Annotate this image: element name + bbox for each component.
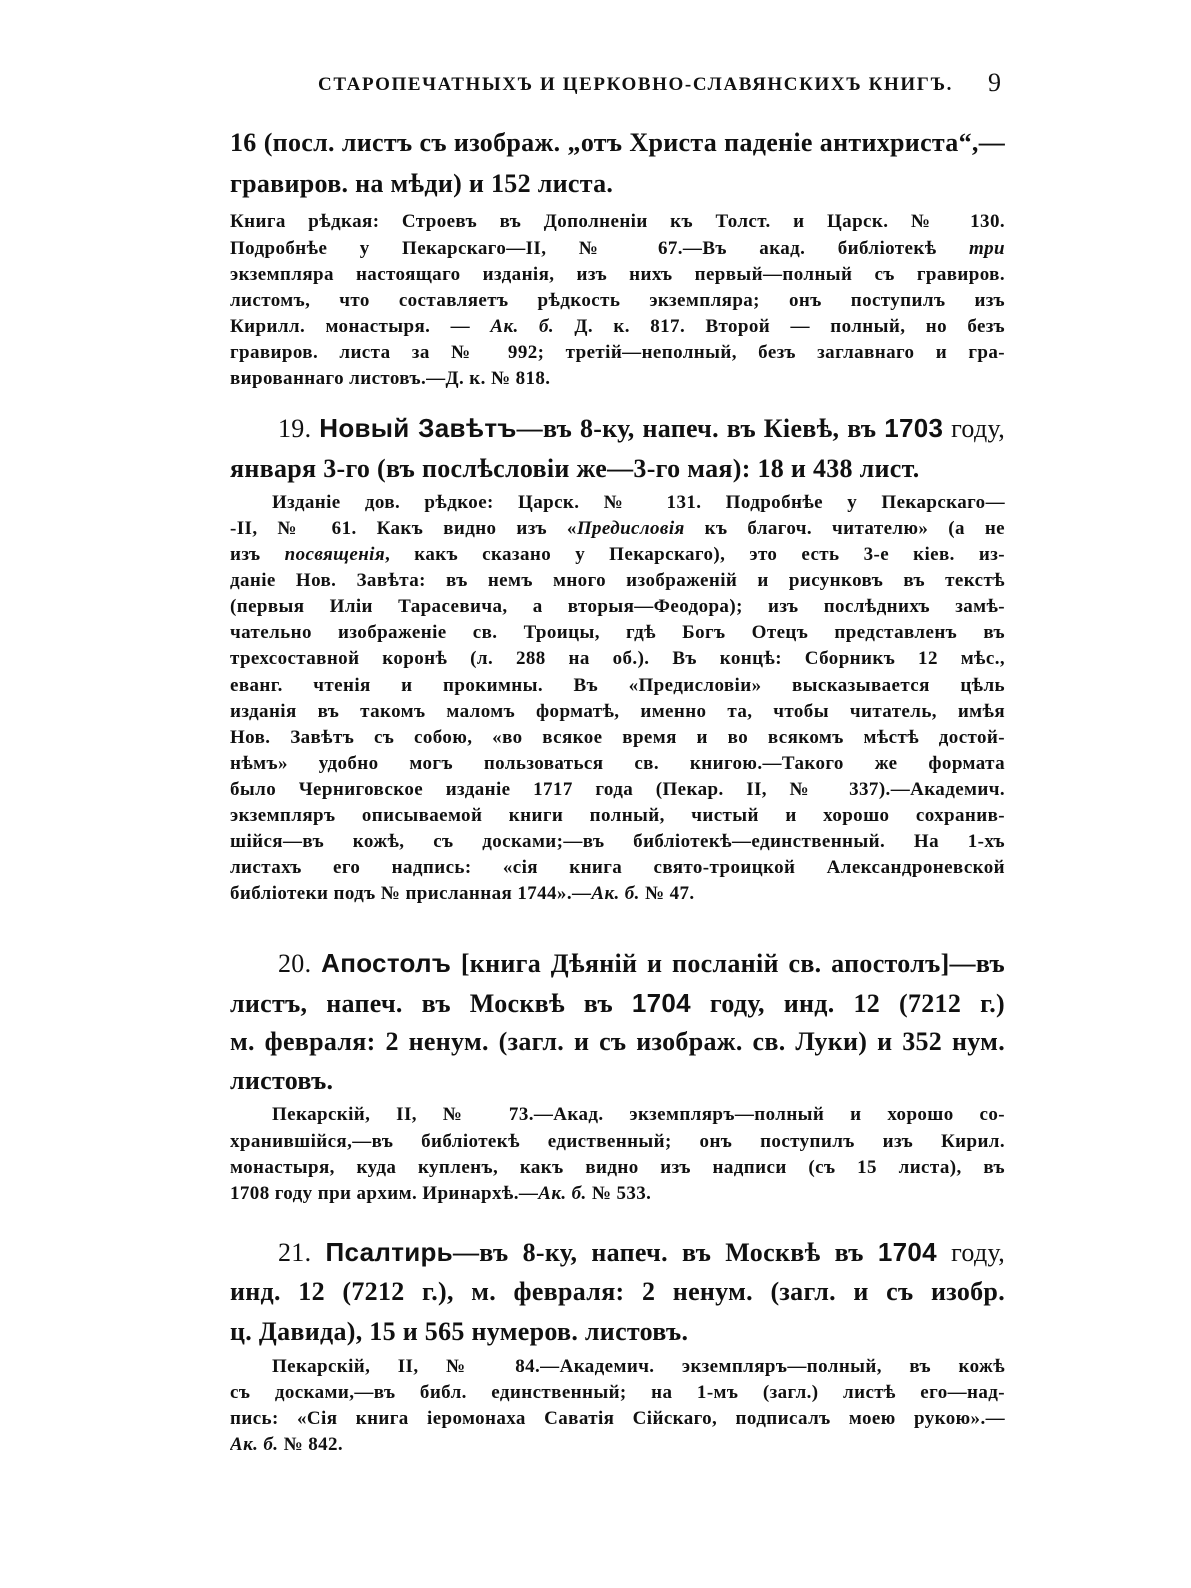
text-run: 16 (посл. листъ съ изображ. „отъ Христа паденіе антихриста“,— xyxy=(230,128,1005,157)
text-run: Подробнѣе у Пекарскаго—II, № 67.—Въ акад. библіотекѣ xyxy=(230,238,969,259)
entry-note-line xyxy=(230,570,1005,592)
text-run: 1704 xyxy=(631,988,691,1018)
entry-note-line xyxy=(230,1157,1005,1179)
text-run: листовъ. xyxy=(230,1066,334,1095)
text-run: листомъ, что составляетъ рѣдкость экземпляра; онъ поступилъ изъ xyxy=(230,290,1005,311)
text-run: хранившійся,—въ библіотекѣ едиственный; онъ поступилъ изъ Кирил. xyxy=(230,1131,1005,1152)
entry-note-line xyxy=(230,596,1005,618)
text-run: Пекарскій, II, № 73.—Акад. экземпляръ—полный и хорошо со- xyxy=(272,1104,1005,1125)
entry-note-line xyxy=(230,1408,1005,1430)
text-run: чательно изображеніе св. Троицы, гдѣ Богъ Отецъ представленъ въ xyxy=(230,622,1005,643)
text-run: Нов. Завѣтъ съ собою, «во всякое время и во всякомъ мѣстѣ достой- xyxy=(230,727,1005,748)
text-run: м. февраля: 2 ненум. (загл. и съ изображ. св. Луки) и 352 нум. xyxy=(230,1027,1005,1056)
text-run: Ак. б. xyxy=(591,883,640,904)
text-run: января 3-го (въ послѣсловіи же—3-го мая): 18 и 438 лист. xyxy=(230,454,920,483)
entry-note-line xyxy=(230,648,1005,670)
text-run: изданія въ такомъ маломъ форматѣ, именно та, чтобы читатель, имѣя xyxy=(230,701,1005,722)
text-run: ц. Давида), 15 и 565 нумеров. листовъ. xyxy=(230,1317,689,1346)
text-run: нѣмъ» удобно могъ пользоваться св. книгою.—Такого же формата xyxy=(230,753,1005,774)
text-run: гравиров. на мѣди) и 152 листа. xyxy=(230,169,614,198)
text-run: —въ 8-ку, напеч. въ Москвѣ въ xyxy=(452,1238,878,1267)
entry-note-line xyxy=(230,779,1005,801)
entry-note-line xyxy=(230,316,1005,338)
text-run: -II, № 61. Какъ видно изъ « xyxy=(230,518,577,539)
text-run: № 842. xyxy=(278,1434,344,1455)
entry-heading-line xyxy=(278,413,1005,444)
entry-note-line xyxy=(230,701,1005,723)
text-run: листахъ его надпись: «сія книга свято-троицкой Александроневской xyxy=(230,857,1005,878)
entry-note-line xyxy=(230,518,1005,540)
entry-note-line xyxy=(230,368,1005,390)
text-run: Апостолъ xyxy=(321,948,452,978)
text-run: (первыя Иліи Тарасевича, а вторыя—Феодора); изъ послѣднихъ замѣ- xyxy=(230,596,1005,617)
entry-note-line xyxy=(230,1183,1005,1205)
text-run: съ досками,—въ библ. единственный; на 1-мъ (загл.) листѣ его—над- xyxy=(230,1382,1005,1403)
text-run: № 47. xyxy=(639,883,695,904)
text-run: экземпляръ описываемой книги полный, чистый и хорошо сохранив- xyxy=(230,805,1005,826)
entry-note-line xyxy=(230,831,1005,853)
text-run: Ак. б. xyxy=(230,1434,279,1455)
text-run: инд. 12 (7212 г.), м. февраля: 2 ненум. (загл. и съ изобр. xyxy=(230,1277,1005,1306)
entry-note-line xyxy=(230,211,1005,233)
text-run: 20. xyxy=(278,949,322,978)
text-run: году, xyxy=(943,414,1005,443)
entry-note-line xyxy=(230,342,1005,364)
entry-heading-line xyxy=(230,169,1005,199)
entry-heading-line xyxy=(230,454,1005,484)
text-run: пись: «Сія книга іеромонаха Саватія Сійскаго, подписалъ моею рукою».— xyxy=(230,1408,1005,1429)
text-run: Новый Завѣтъ xyxy=(319,413,517,443)
text-run: гравиров. листа за № 992; третій—неполный, безъ заглавнаго и гра- xyxy=(230,342,1005,363)
entry-note-line xyxy=(230,290,1005,312)
text-run: Ак. б. xyxy=(490,316,555,337)
entry-note-line xyxy=(230,727,1005,749)
entry-note-line xyxy=(272,492,1005,514)
text-run: было Черниговское изданіе 1717 года (Пекар. II, № 337).—Академич. xyxy=(230,779,1005,800)
text-run: 19. xyxy=(278,414,320,443)
entry-note-line xyxy=(230,675,1005,697)
entry-heading-line xyxy=(278,948,1005,979)
text-run: Ак. б. xyxy=(538,1183,587,1204)
text-run: 21. xyxy=(278,1238,326,1267)
text-run: монастыря, куда купленъ, какъ видно изъ надписи (съ 15 листа), въ xyxy=(230,1157,1005,1178)
text-run: Кирилл. монастыря. — xyxy=(230,316,491,337)
entry-note-line xyxy=(230,1434,1005,1456)
entry-note-line xyxy=(230,857,1005,879)
text-run: къ благоч. читателю» (а не xyxy=(684,518,1005,539)
text-run: даніе Нов. Завѣта: въ немъ много изображеній и рисунковъ въ текстѣ xyxy=(230,570,1005,591)
entry-heading-line xyxy=(230,1277,1005,1307)
text-run: три xyxy=(968,238,1005,259)
running-head xyxy=(318,68,1018,104)
text-run: шійся—въ кожѣ, съ досками;—въ библіотекѣ—единственный. На 1-хъ xyxy=(230,831,1005,852)
entry-note-line xyxy=(230,544,1005,566)
entry-heading-line xyxy=(230,1317,1005,1347)
entry-note-line xyxy=(230,1131,1005,1153)
entry-note-line xyxy=(272,1104,1005,1126)
text-run: 1704 xyxy=(877,1237,937,1267)
text-run: № 533. xyxy=(586,1183,652,1204)
entry-heading-line xyxy=(230,988,1005,1019)
entry-heading-line xyxy=(278,1237,1005,1268)
entry-heading-line xyxy=(230,128,1005,158)
text-run: посвященія xyxy=(284,544,386,565)
entry-note-line xyxy=(230,622,1005,644)
text-run: Предисловія xyxy=(576,518,685,539)
entry-note-line xyxy=(230,805,1005,827)
entry-note-line xyxy=(230,238,1005,260)
entry-heading-line xyxy=(230,1066,1005,1096)
text-run: Пекарскій, II, № 84.—Академич. экземпляръ—полный, въ кожѣ xyxy=(272,1356,1005,1377)
entry-note-line xyxy=(230,1382,1005,1404)
entry-note-line xyxy=(230,264,1005,286)
text-run: , какъ сказано у Пекарскаго), это есть 3-е кіев. из- xyxy=(385,544,1005,565)
text-run: Изданіе дов. рѣдкое: Царск. № 131. Подробнѣе у Пекарскаго— xyxy=(272,492,1005,513)
text-run: Псалтирь xyxy=(325,1237,453,1267)
text-run: году, инд. 12 (7212 г.) xyxy=(690,989,1005,1018)
text-run: 1708 году при архим. Иринархѣ.— xyxy=(230,1183,539,1204)
text-run: еванг. чтенія и прокимны. Въ «Предисловіи» высказывается цѣль xyxy=(230,675,1005,696)
text-run: листъ, напеч. въ Москвѣ въ xyxy=(230,989,632,1018)
text-run: —въ 8-ку, напеч. въ Кіевѣ, въ xyxy=(516,414,885,443)
text-run: вированнаго листовъ.—Д. к. № 818. xyxy=(230,368,551,389)
entry-note-line xyxy=(230,753,1005,775)
text-run: Книга рѣдкая: Строевъ въ Дополненіи къ Толст. и Царск. № 130. xyxy=(230,211,1005,232)
text-run: изъ xyxy=(230,544,285,565)
entry-note-line xyxy=(272,1356,1005,1378)
running-title: СТАРОПЕЧАТНЫХЪ И ЦЕРКОВНО-СЛАВЯНСКИХЪ КНИГЪ. xyxy=(318,74,953,95)
text-run: году, xyxy=(936,1238,1005,1267)
text-run: экземпляра настоящаго изданія, изъ нихъ первый—полный съ гравиров. xyxy=(230,264,1005,285)
page-number: 9 xyxy=(988,68,1001,97)
entry-note-line xyxy=(230,883,1005,905)
text-run: трехсоставной коронѣ (л. 288 на об.). Въ концѣ: Сборникъ 12 мѣс., xyxy=(230,648,1005,669)
text-run: 1703 xyxy=(884,413,944,443)
entry-heading-line xyxy=(230,1027,1005,1057)
text-run: [книга Дѣяній и посланій св. апостолъ]—въ xyxy=(451,949,1005,978)
text-run: библіотеки подъ № присланная 1744».— xyxy=(230,883,592,904)
text-run: Д. к. 817. Второй — полный, но безъ xyxy=(554,316,1005,337)
